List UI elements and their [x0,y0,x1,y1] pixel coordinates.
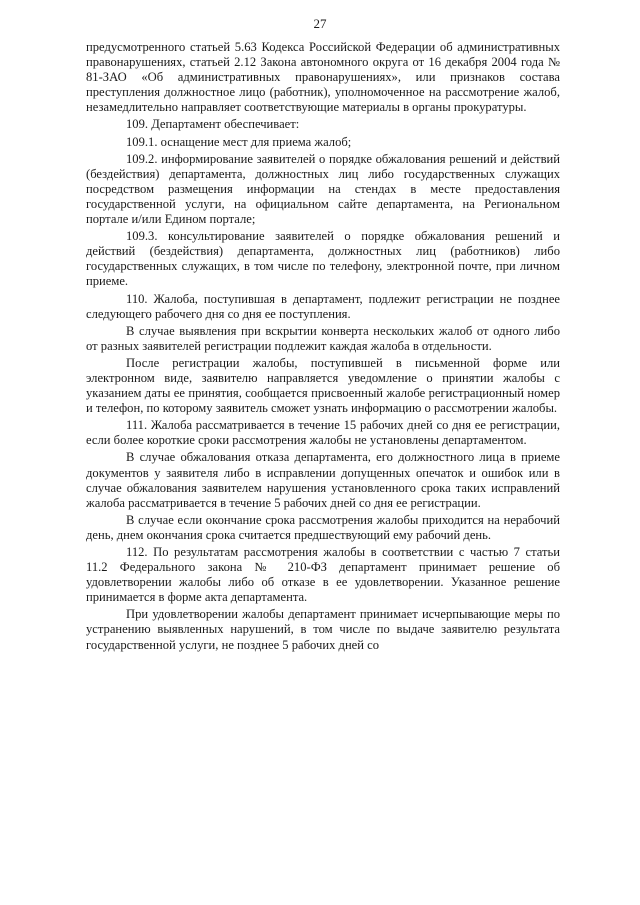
paragraph: После регистрации жалобы, поступившей в письменной форме или электронном виде, заявителю направляется уведомление о принятии жалобы с указанием даты ее принятия, сообщается присвоенный жалобе регистрационный номер и телефон, по которому заявитель сможет узнать информацию о рассмотрении жалобы. [86,355,560,416]
document-body [86,40,560,655]
paragraph: 110. Жалоба, поступившая в департамент, подлежит регистрации не позднее следующего рабочего дня со дня ее поступления. [86,291,560,321]
paragraph: 112. По результатам рассмотрения жалобы в соответствии с частью 7 статьи 11.2 Федерального закона № 210-ФЗ департамент принимает решение об удовлетворении жалобы либо об отказе в ее удовлетворении. Указанное решение принимается в форме акта департамента. [86,545,560,605]
paragraph: 109. Департамент обеспечивает: [126,117,300,132]
paragraph: При удовлетворении жалобы департамент принимает исчерпывающие меры по устранению выявленных нарушений, в том числе по выдаче заявителю результата государственной услуги, не позднее 5 рабочих дней со [86,607,560,652]
paragraph: предусмотренного статьей 5.63 Кодекса Российской Федерации об административных правонарушениях, статьей 2.12 Закона автономного округа от 16 декабря 2004 года № 81-ЗАО «Об административных правонарушениях», или признаков состава преступления должностное лицо (работник), уполномоченное на рассмотрение жалоб, незамедлительно направляет соответствующие материалы в органы прокуратуры. [86,40,560,115]
paragraph: 109.1. оснащение мест для приема жалоб; [126,134,352,149]
paragraph: В случае если окончание срока рассмотрения жалобы приходится на нерабочий день, днем окончания срока считается предшествующий ему рабочий день. [86,512,560,542]
paragraph: В случае выявления при вскрытии конверта нескольких жалоб от одного либо от разных заявителей регистрации подлежит каждая жалоба в отдельности. [86,323,560,353]
paragraph: 111. Жалоба рассматривается в течение 15 рабочих дней со дня ее регистрации, если более короткие сроки рассмотрения жалобы не установлены департаментом. [86,418,560,448]
paragraph: 109.3. консультирование заявителей о порядке обжалования решений и действий (бездействия) департамента, должностных лиц (работников) либо государственных служащих, в том числе по телефону, электронной почте, при личном приеме. [86,229,560,289]
page-number: 27 [313,16,327,31]
paragraph: 109.2. информирование заявителей о порядке обжалования решений и действий (бездействия) департамента, должностных лиц либо государственных служащих посредством размещения информации на стендах в месте предоставления государственной услуги, на официальном сайте департамента, на Региональном портале и/или Едином портале; [86,151,560,227]
paragraph: В случае обжалования отказа департамента, его должностного лица в приеме документов у заявителя либо в исправлении допущенных опечаток и ошибок или в случае обжалования заявителем нарушения установленного срока таких исправлений жалоба рассматривается в течение 5 рабочих дней со дня ее регистрации. [86,450,560,510]
